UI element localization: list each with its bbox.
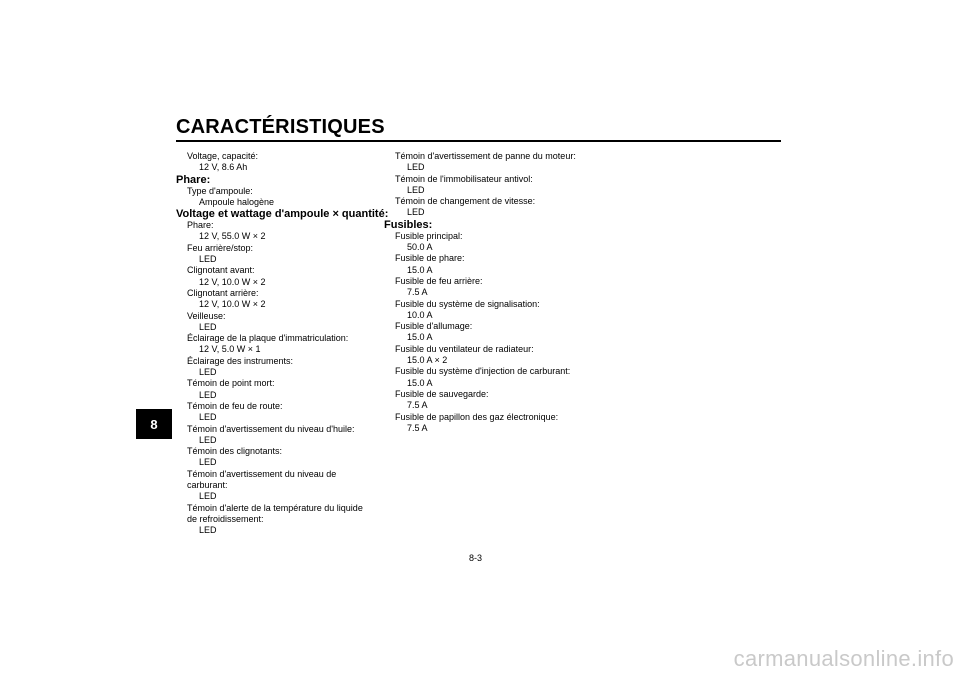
spec-label: Veilleuse:: [187, 310, 226, 321]
spec-label: Éclairage de la plaque d'immatriculation:: [187, 333, 349, 344]
section-heading: Phare:: [176, 173, 211, 186]
spec-label: Type d'ampoule:: [187, 185, 253, 196]
spec-label: Témoin d'avertissement du niveau de: [187, 468, 337, 479]
spec-label: Témoin des clignotants:: [187, 446, 283, 457]
spec-label: Témoin d'avertissement de panne du moteur:: [395, 151, 576, 161]
spec-value: 7.5 A: [407, 422, 428, 433]
spec-label: Fusible de sauvegarde:: [395, 388, 489, 399]
spec-label: de refroidissement:: [187, 513, 264, 524]
spec-label: Feu arrière/stop:: [187, 242, 254, 253]
spec-label: Témoin de changement de vitesse:: [395, 196, 536, 207]
spec-value: 15.0 A: [407, 377, 433, 388]
spec-value: LED: [199, 457, 217, 468]
spec-label: Témoin de point mort:: [187, 378, 275, 389]
spec-label: Fusible de phare:: [395, 253, 465, 264]
title-divider: [176, 140, 781, 142]
watermark: carmanualsonline.info: [733, 646, 954, 671]
spec-value: LED: [199, 321, 217, 332]
spec-value: 12 V, 10.0 W × 2: [199, 276, 266, 287]
spec-value: 7.5 A: [407, 287, 428, 298]
page-number: 8-3: [469, 553, 483, 563]
spec-value: LED: [199, 525, 217, 536]
section-tab: 8: [136, 409, 172, 439]
spec-label: Témoin d'alerte de la température du liquide: [187, 502, 363, 513]
spec-value: 10.0 A: [407, 309, 433, 320]
spec-label: Témoin de l'immobilisateur antivol:: [395, 173, 533, 184]
spec-value: LED: [199, 254, 217, 265]
spec-label: Fusible de feu arrière:: [395, 275, 483, 286]
spec-label: Voltage, capacité:: [187, 151, 259, 161]
spec-label: Fusible du ventilateur de radiateur:: [395, 343, 534, 354]
spec-label: Phare:: [187, 220, 214, 231]
spec-label: Fusible d'allumage:: [395, 321, 473, 332]
spec-value: LED: [199, 434, 217, 445]
spec-label: Clignotant avant:: [187, 265, 255, 276]
spec-label: Témoin d'avertissement du niveau d'huile:: [187, 423, 355, 434]
spec-value: LED: [407, 184, 425, 195]
spec-label: Fusible du système de signalisation:: [395, 298, 540, 309]
section-heading: Fusibles:: [384, 218, 433, 231]
spec-value: LED: [199, 412, 217, 423]
spec-label: Fusible du système d'injection de carburant:: [395, 366, 571, 377]
spec-label: carburant:: [187, 480, 228, 491]
spec-label: Témoin de feu de route:: [187, 400, 283, 411]
left-column: [176, 151, 389, 537]
spec-value: LED: [407, 207, 425, 218]
spec-value: 7.5 A: [407, 400, 428, 411]
spec-value: 12 V, 8.6 Ah: [199, 162, 248, 173]
spec-value: 50.0 A: [407, 242, 433, 253]
spec-value: 12 V, 10.0 W × 2: [199, 299, 266, 310]
spec-value: Ampoule halogène: [199, 196, 275, 207]
spec-value: 15.0 A: [407, 264, 433, 275]
spec-value: LED: [199, 367, 217, 378]
spec-label: Fusible de papillon des gaz électronique:: [395, 411, 559, 422]
spec-value: LED: [407, 162, 425, 173]
page-title: CARACTÉRISTIQUES: [176, 116, 385, 138]
spec-value: 15.0 A: [407, 332, 433, 343]
spec-value: LED: [199, 491, 217, 502]
spec-label: Fusible principal:: [395, 230, 463, 241]
spec-label: Éclairage des instruments:: [187, 355, 294, 366]
section-heading: Voltage et wattage d'ampoule × quantité:: [176, 208, 389, 221]
spec-value: 12 V, 5.0 W × 1: [199, 344, 261, 355]
right-column: [384, 151, 624, 434]
spec-value: LED: [199, 389, 217, 400]
spec-value: 15.0 A × 2: [407, 355, 448, 366]
spec-value: 12 V, 55.0 W × 2: [199, 231, 266, 242]
spec-label: Clignotant arrière:: [187, 287, 259, 298]
